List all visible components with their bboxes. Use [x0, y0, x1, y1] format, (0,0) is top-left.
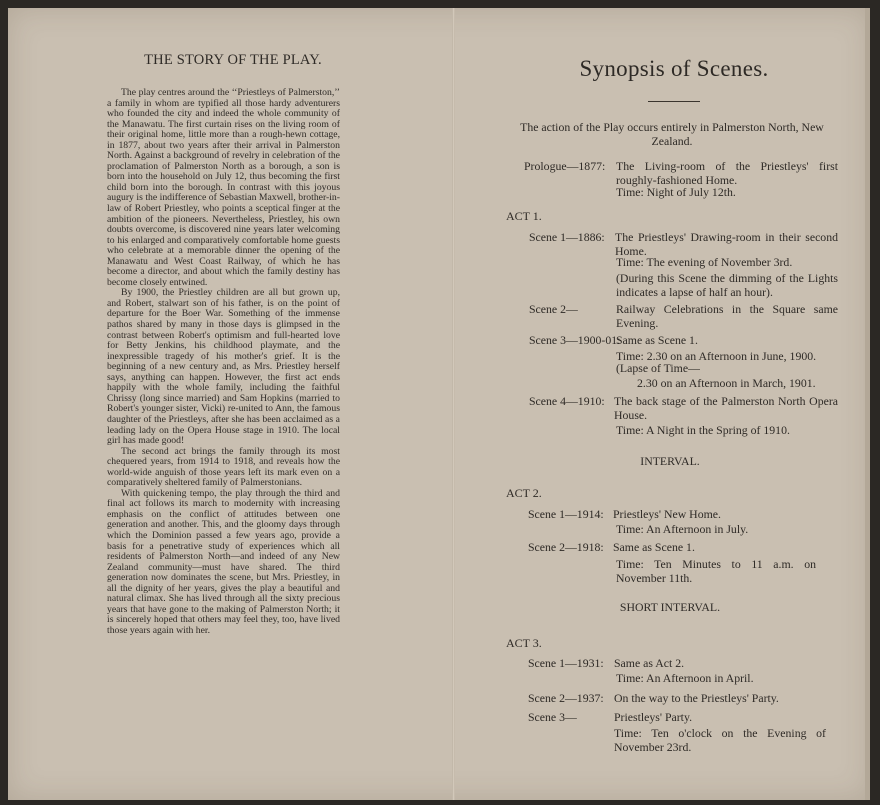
title-rule — [648, 101, 700, 102]
act2-scene1-label: Scene 1—1914: — [528, 507, 604, 521]
act1-scene4-time: Time: A Night in the Spring of 1910. — [616, 423, 790, 437]
story-paragraph: The second act brings the family through its most chequered years, from 1914 to 1918, and reveals how the world-wide anguish of those years left its mark even on a comparatively sheltered family of Palmerstonians. — [107, 445, 340, 489]
story-body — [107, 88, 340, 636]
synopsis-intro: The action of the Play occurs entirely in Palmerston North, New Zealand. — [520, 120, 824, 148]
act3-scene1-time: Time: An Afternoon in April. — [616, 671, 754, 685]
act1-scene1-note: (During this Scene the dimming of the Lights indicates a lapse of half an hour). — [616, 271, 838, 299]
act-3-heading: ACT 3. — [506, 636, 542, 650]
prologue-time: Time: Night of July 12th. — [616, 185, 736, 199]
prologue-desc: The Living-room of the Priestleys' first roughly-fashioned Home. — [616, 159, 838, 187]
act1-scene4-label: Scene 4—1910: — [529, 394, 605, 408]
act1-scene1-desc: The Priestleys' Drawing-room in their second Home. — [615, 230, 838, 258]
page-fold — [452, 8, 455, 800]
act3-scene2-label: Scene 2—1937: — [528, 691, 604, 705]
short-interval: SHORT INTERVAL. — [619, 600, 721, 614]
act2-scene1-time: Time: An Afternoon in July. — [616, 522, 749, 536]
prologue-label: Prologue—1877: — [524, 159, 606, 173]
act2-scene2-label: Scene 2—1918: — [528, 540, 604, 554]
story-title: THE STORY OF THE PLAY. — [144, 52, 322, 68]
act1-scene1-label: Scene 1—1886: — [529, 230, 605, 244]
act1-scene1-time: Time: The evening of November 3rd. — [616, 255, 793, 269]
act1-scene2-label: Scene 2— — [529, 302, 578, 316]
act2-scene1-desc: Priestleys' New Home. — [613, 507, 721, 521]
act1-scene4-desc: The back stage of the Palmerston North Opera House. — [614, 394, 838, 422]
act-2-heading: ACT 2. — [506, 486, 542, 500]
act3-scene3-time: Time: Ten o'clock on the Evening of November 23rd. — [614, 726, 826, 754]
act1-scene3-label: Scene 3—1900-01: — [529, 333, 621, 347]
story-paragraph: With quickening tempo, the play through the third and final act follows its march to modernity with increasing emphasis on the conflict of attitudes between one generation and another. This, and the gloomy days through which the Dominion passed a few years ago, provide a basis for a penetrative study of experiences which all residents of Palmerston North—and indeed of any New Zealand community—must have shared. The third generation now dominates the scene, but Mrs. Priestley, in all the dignity of her years, gives the play a beautiful and natural climax. She has lived through all the sixty precious years that have gone to the making of Palmerston North; it is sincerely hoped that others may feel they, too, have lived those years again with her. — [107, 487, 340, 636]
act2-scene2-desc: Same as Scene 1. — [613, 540, 695, 554]
act1-scene3-lapse: (Lapse of Time— — [616, 361, 700, 375]
act3-scene1-label: Scene 1—1931: — [528, 656, 604, 670]
act2-scene2-time: Time: Ten Minutes to 11 a.m. on November 11th. — [616, 557, 816, 585]
story-paragraph: By 1900, the Priestley children are all but grown up, and Robert, stalwart son of his father, is on the point of departure for the Boer War. Something of the immense pathos shared by many in those days is glimpsed in the contrast between Robert's optimism and full-hearted love for Betty Jenkins, his childhood playmate, and the inexpressible tragedy of his mother's grief. It is the beginning of a new century and, as Mrs. Priestley herself says, anything can happen. However, the first act ends happily with the whole family, including the faithful Chrissy (long since married) and Sam Hopkins (married to Robert's younger sister, Vicki) re-united to Ann, the famous daughter of the Priestleys, after she has been acclaimed as a leading lady on the Opera House stage in 1910. The local girl has made good! — [107, 287, 340, 447]
page-edge — [865, 8, 870, 800]
act3-scene3-label: Scene 3— — [528, 710, 577, 724]
act1-scene2-desc: Railway Celebrations in the Square same Evening. — [616, 302, 838, 330]
act1-scene3-desc: Same as Scene 1. — [616, 333, 698, 347]
act3-scene2-desc: On the way to the Priestleys' Party. — [614, 691, 779, 705]
synopsis-title: Synopsis of Scenes. — [579, 56, 769, 81]
act-1-heading: ACT 1. — [506, 209, 542, 223]
interval: INTERVAL. — [640, 454, 700, 468]
act3-scene1-desc: Same as Act 2. — [614, 656, 685, 670]
act1-scene3-lapse-time: 2.30 on an Afternoon in March, 1901. — [637, 376, 816, 390]
story-paragraph: The play centres around the ‘‘Priestleys of Palmerston,’’ a family in whom are typified all those hardy adventurers who founded the city and indeed the whole community of the Manawatu. The first curtain rises on the living room of their original home, little more than a rough-hewn cottage, in 1877, about two years after their arrival in Palmerston North. Against a background of revelry in celebration of the proclamation of Palmerston North as a borough, a son is born into the household on July 12, thus becoming the first child born into the borough. In contrast with this joyous augury is the indifference of Sebastian Maxwell, brother-in-law of Robert Priestley, who points a sceptical finger at the ambition of the pioneers. Nevertheless, Priestley, his own doubts overcome, is discovered nine years later welcoming to his enlarged and comparatively comfortable home guests who celebrate at a memorable dinner the opening of the Manawatu and West Coast Railway, of which he has become a director, and about which the family destiny has become closely entwined. — [107, 87, 340, 288]
act3-scene3-desc: Priestleys' Party. — [614, 710, 693, 724]
act1-scene3-time: Time: 2.30 on an Afternoon in June, 1900. — [616, 349, 817, 363]
